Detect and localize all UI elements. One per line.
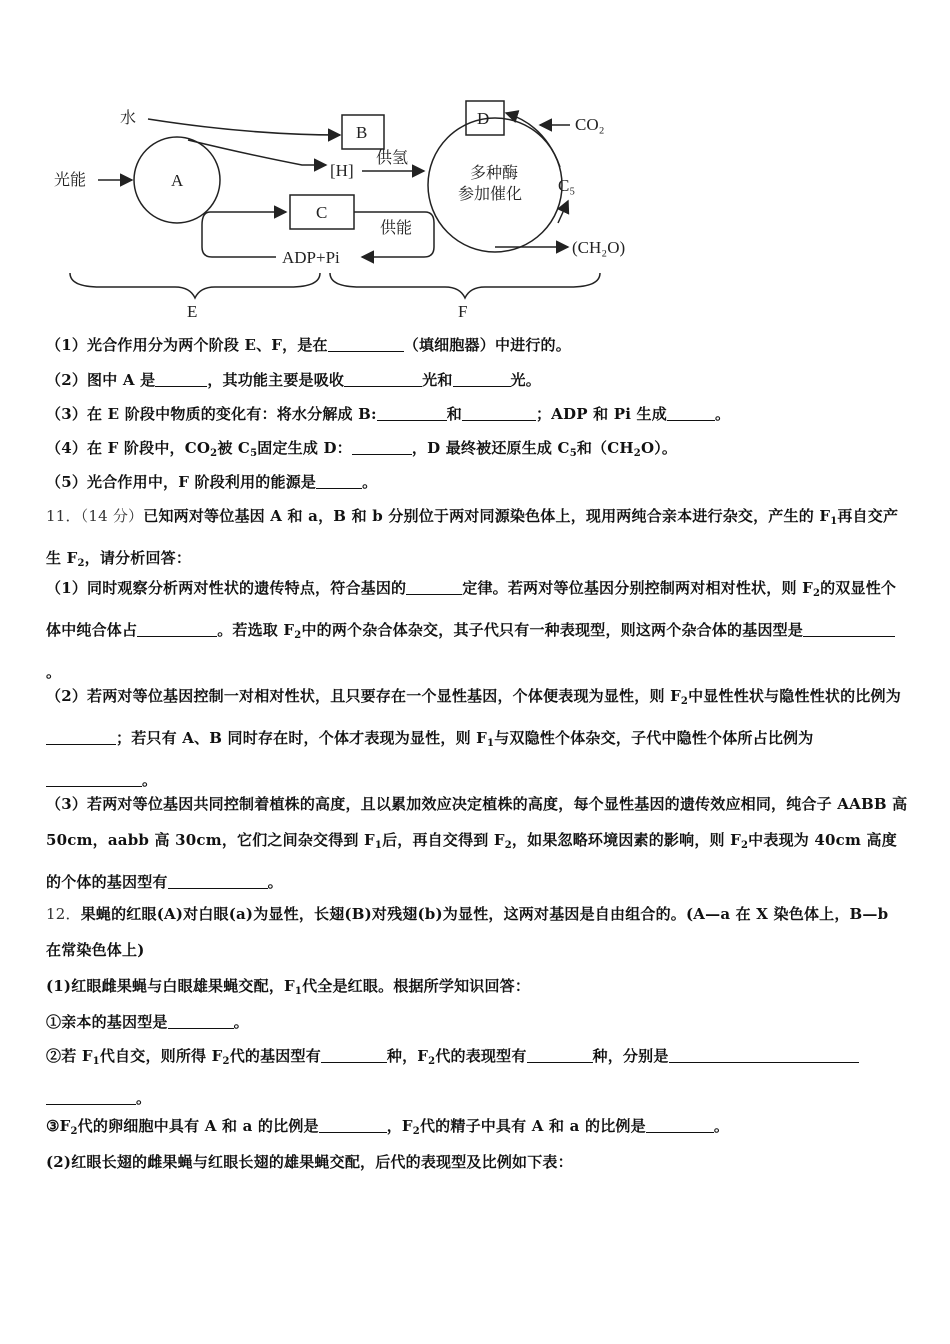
h-arrow bbox=[188, 140, 326, 165]
label-h: [H] bbox=[330, 161, 354, 180]
water-label: 水 bbox=[120, 108, 137, 127]
c5-label: C₅ bbox=[558, 176, 576, 195]
answer-blank[interactable] bbox=[453, 370, 511, 387]
co2-label: CO₂ bbox=[575, 115, 605, 134]
answer-blank[interactable] bbox=[328, 335, 404, 352]
q12-header: 12．果蝇的红眼(A)对白眼(a)为显性，长翅(B)对残翅(b)为显性，这两对基因是自由组合的。(A—a 在 X 染色体上，B—b 在常染色体上) bbox=[46, 905, 889, 959]
q12-item-3: $③F_2$代的卵细胞中具有 A 和 a 的比例是 ，$F_2$代的精子中具有 A 和 a 的比例是 。 bbox=[46, 1117, 730, 1137]
label-b: B bbox=[356, 123, 368, 142]
label-a: A bbox=[171, 171, 184, 190]
q12-item-1: ①亲本的基因型是 。 bbox=[46, 1013, 249, 1031]
answer-blank[interactable] bbox=[803, 620, 895, 637]
q10-item-1: （1）光合作用分为两个阶段 E、F，是在 （填细胞器）中进行的。 bbox=[46, 336, 571, 354]
answer-blank[interactable] bbox=[46, 770, 142, 787]
q11-header: 11．（14 分）已知两对等位基因 A 和 a，B 和 b 分别位于两对同源染色体上，现用两纯合亲本进行杂交，产生的 $F_1$再自交产生 $F_2$，请分析回答： bbox=[46, 507, 899, 569]
q10-item-5: （5）光合作用中，F 阶段利用的能源是 。 bbox=[46, 473, 378, 491]
brace-f bbox=[330, 273, 600, 298]
q10-item-3: （3）在 E 阶段中物质的变化有：将水分解成 B: 和 ；ADP 和 Pi 生成 。 bbox=[46, 405, 731, 423]
brace-e bbox=[70, 273, 320, 298]
label-f: F bbox=[458, 302, 468, 321]
enzymes-line2: 参加催化 bbox=[458, 184, 523, 203]
q11-part-1: （1）同时观察分析两对性状的遗传特点，符合基因的 定律。若两对等位基因分别控制两对相对性状，则 $F_2$的双显性个体中纯合体占 。若选取 $F_2$中的两个杂合体杂交，其子代只有一种表现型，则这两个杂合体的基因型是。 bbox=[46, 579, 897, 681]
hydrogen-supply-label: 供氢 bbox=[376, 148, 409, 167]
answer-blank[interactable] bbox=[168, 1012, 234, 1029]
q11-part-2: （2）若两对等位基因控制一对相对性状，且只要存在一个显性基因，个体便表现为显性，则 $F_2$中显性性状与隐性性状的比例为；若只有 A、B 同时存在时，个体才表现为显性，则 $F_1$与双隐性个体杂交，子代中隐性个体所占比例为。 bbox=[46, 687, 901, 789]
ch2o-label: (CH₂O) bbox=[572, 238, 626, 257]
answer-blank[interactable] bbox=[46, 1088, 136, 1105]
answer-blank[interactable] bbox=[168, 872, 268, 889]
label-c: C bbox=[316, 203, 328, 222]
photosynthesis-diagram bbox=[40, 95, 660, 325]
adp-label: ADP+Pi bbox=[282, 248, 340, 267]
answer-blank[interactable] bbox=[319, 1116, 387, 1133]
answer-blank[interactable] bbox=[352, 438, 412, 455]
answer-blank[interactable] bbox=[669, 1046, 859, 1063]
answer-blank[interactable] bbox=[137, 620, 217, 637]
water-to-b-arrow bbox=[148, 119, 340, 135]
answer-blank[interactable] bbox=[155, 370, 207, 387]
label-d: D bbox=[477, 109, 490, 128]
answer-blank[interactable] bbox=[316, 472, 362, 489]
answer-blank[interactable] bbox=[667, 404, 715, 421]
answer-blank[interactable] bbox=[377, 404, 447, 421]
enzymes-line1: 多种酶 bbox=[470, 163, 519, 182]
q10-item-4: （4）在 F 阶段中，$CO_2$被 $C_5$固定生成 D： ，D 最终被还原生成 $C_5$和$(CH_2O)$。 bbox=[46, 439, 678, 459]
answer-blank[interactable] bbox=[344, 370, 422, 387]
answer-blank[interactable] bbox=[406, 578, 462, 595]
label-e: E bbox=[187, 302, 198, 321]
light-energy-label: 光能 bbox=[54, 170, 87, 189]
q11-part-3: （3）若两对等位基因共同控制着植株的高度，且以累加效应决定植株的高度，每个显性基因的遗传效应相同，纯合子 AABB 高 50cm，aabb 高 30cm，它们之间杂交得到 $F_1$后，再自交得到 $F_2$，如果忽略环境因素的影响，则 $F_2$中表现为 40cm 高度的个体的基因型有 。 bbox=[46, 795, 908, 891]
answer-blank[interactable] bbox=[646, 1116, 714, 1133]
answer-blank[interactable] bbox=[46, 728, 116, 745]
q10-item-2: （2）图中 A 是 ，其功能主要是吸收 光和 光。 bbox=[46, 371, 541, 389]
q12-part-2: (2)红眼长翅的雌果蝇与红眼长翅的雄果蝇交配，后代的表现型及比例如下表： bbox=[46, 1153, 573, 1171]
adp-loop-left bbox=[202, 212, 276, 257]
answer-blank[interactable] bbox=[321, 1046, 387, 1063]
q12-part-1: (1)红眼雌果蝇与白眼雄果蝇交配，$F_1$代全是红眼。根据所学知识回答： bbox=[46, 977, 531, 997]
answer-blank[interactable] bbox=[527, 1046, 593, 1063]
energy-supply-label: 供能 bbox=[380, 218, 413, 237]
answer-blank[interactable] bbox=[462, 404, 536, 421]
q12-item-2: ②若 $F_1$代自交，则所得 $F_2$代的基因型有 种，$F_2$代的表现型有 种，分别是。 bbox=[46, 1038, 908, 1116]
